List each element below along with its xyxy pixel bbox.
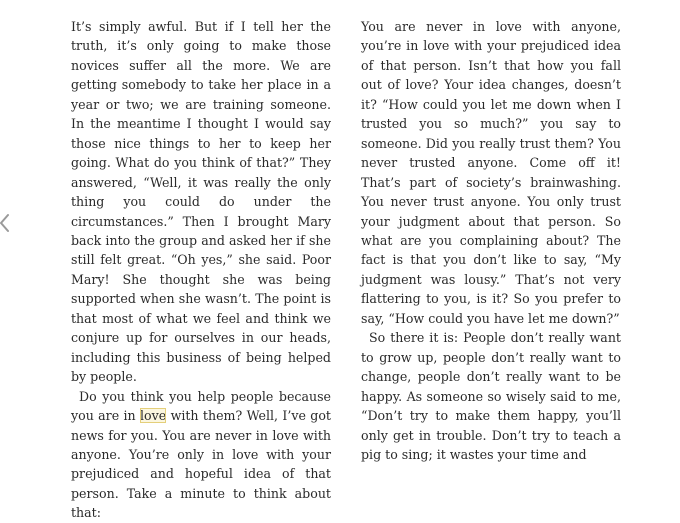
left-paragraph-1: It’s simply awful. But if I tell her the truth, it’s only going to make those novices suffer all the more. We are getting somebody to take her place in a year or two; we are training someone. In the meantime I thought I would say those nice things to her to keep her going. What do you think of that?” They answered, “Well, it was really the only thing you could do under the circumstances.” Then I brought Mary back into the group and asked her if she still felt great. “Oh yes,” she said. Poor Mary! She thought she was being supported when she wasn’t. The point is that most of what we feel and think we conjure up for ourselves in our heads, including this business of being helped by people. bbox=[71, 19, 331, 385]
right-paragraph-1: You are never in love with anyone, you’re in love with your prejudiced idea of that person. Isn’t that how you fall out of love? Your idea changes, doesn’t it? “How could you let me down when I trusted you so much?” you say to someone. Did you really trust them? You never trusted anyone. Come off it! That’s part of society’s brainwashing. You never trust anyone. You only trust your judgment about that person. So what are you complaining about? The fact is that you don’t like to say, “My judgment was lousy.” That’s not very flattering to you, is it? So you prefer to say, “How could you have let me down?” bbox=[361, 19, 621, 326]
previous-page-button[interactable] bbox=[0, 212, 12, 234]
left-paragraph-2-text-start: Do you think you help people because you are in bbox=[71, 388, 331, 424]
chevron-left-icon bbox=[0, 212, 12, 234]
right-page bbox=[361, 17, 621, 464]
highlighted-word[interactable]: love bbox=[140, 408, 167, 424]
right-paragraph-2: So there it is: People don’t really want to grow up, people don’t really want to change, people don’t really want to be happy. As someone so wisely said to me, “Don’t try to make them happy, you’ll only get in trouble. Don’t try to teach a pig to sing; it wastes your time and bbox=[361, 330, 621, 462]
left-paragraph-2-text-end: with them? Well, I’ve got news for you. You are never in love with anyone. You’re only in love with your prejudiced and hopeful idea of that person. Take a minute to think about that: bbox=[71, 408, 331, 521]
left-paragraph-2 bbox=[71, 387, 331, 523]
left-page bbox=[71, 17, 331, 523]
